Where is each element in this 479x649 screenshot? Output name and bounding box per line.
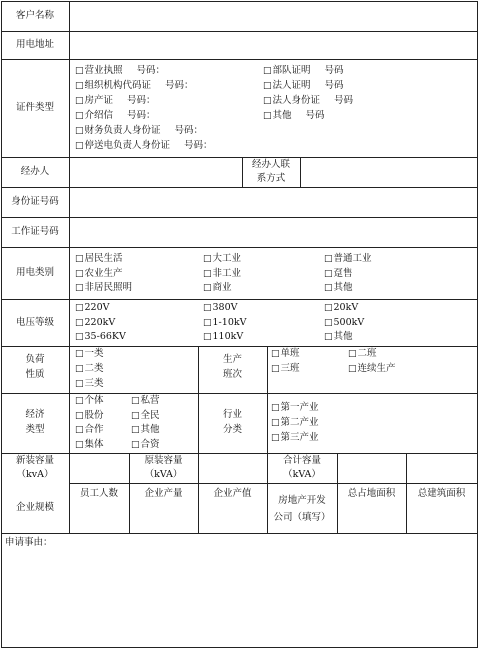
- option-label: 集体: [84, 438, 104, 450]
- shift-option[interactable]: [348, 362, 396, 376]
- option-label: 全民: [140, 409, 160, 421]
- id-type-option[interactable]: [263, 64, 344, 78]
- voltage-option[interactable]: [75, 301, 110, 315]
- table-rule: [1, 346, 478, 347]
- economy-option[interactable]: [131, 409, 160, 423]
- checkbox-icon[interactable]: □: [75, 81, 84, 91]
- shift-label: 班次: [222, 369, 242, 380]
- id-type-option[interactable]: [75, 139, 213, 153]
- id-type-option[interactable]: [75, 94, 156, 108]
- total-capacity-label: （kVA）: [283, 469, 321, 480]
- option-label: 20kV: [333, 302, 359, 313]
- number-label: 号码: [324, 65, 344, 76]
- economy-label: 经济: [25, 409, 45, 420]
- economy-option[interactable]: [75, 423, 104, 437]
- usage-option[interactable]: [203, 252, 241, 266]
- usage-option[interactable]: [324, 252, 372, 266]
- load-option[interactable]: [75, 347, 104, 361]
- id-type-option[interactable]: [263, 94, 353, 108]
- option-label: 部队证明: [272, 65, 311, 76]
- option-label: 合资: [140, 438, 160, 450]
- shift-option[interactable]: [271, 362, 300, 376]
- checkbox-icon[interactable]: □: [75, 439, 84, 450]
- checkbox-icon[interactable]: □: [203, 317, 212, 328]
- industry-option[interactable]: [271, 416, 319, 430]
- checkbox-icon[interactable]: □: [131, 439, 140, 450]
- option-label: 其他: [333, 331, 353, 342]
- checkbox-icon[interactable]: □: [75, 379, 84, 389]
- checkbox-icon[interactable]: □: [348, 364, 357, 374]
- industry-label: 分类: [222, 424, 242, 435]
- option-label: 110kV: [212, 331, 244, 342]
- checkbox-icon[interactable]: □: [324, 268, 333, 279]
- checkbox-icon[interactable]: □: [75, 111, 84, 121]
- checkbox-icon[interactable]: □: [75, 66, 84, 76]
- number-label: 号码: [334, 95, 354, 106]
- number-label: 号码：: [127, 95, 156, 106]
- realty-company-label: 房地产开发: [278, 495, 326, 506]
- option-label: 法人身份证: [272, 95, 321, 106]
- usage-option[interactable]: [75, 252, 123, 266]
- load-option[interactable]: [75, 377, 104, 391]
- load-label: 负荷: [25, 354, 45, 365]
- id-number-label: 身份证号码: [11, 196, 59, 207]
- number-label: 号码: [305, 110, 325, 121]
- table-rule: [1, 59, 478, 60]
- checkbox-icon[interactable]: □: [75, 126, 84, 136]
- id-type-option[interactable]: [75, 64, 165, 78]
- original-capacity-label: （kVA）: [144, 469, 183, 480]
- checkbox-icon[interactable]: □: [75, 364, 84, 374]
- checkbox-icon[interactable]: □: [203, 303, 212, 313]
- checkbox-icon[interactable]: □: [203, 268, 212, 279]
- checkbox-icon[interactable]: □: [263, 66, 272, 76]
- option-label: 普通工业: [333, 253, 372, 264]
- option-label: 其他: [333, 282, 353, 293]
- option-label: 介绍信: [84, 110, 114, 121]
- usage-option[interactable]: [324, 281, 353, 295]
- agent-contact-label: 系方式: [256, 173, 286, 184]
- option-label: 非工业: [212, 267, 242, 279]
- checkbox-icon[interactable]: □: [203, 332, 212, 342]
- address-label: 用电地址: [15, 39, 54, 50]
- table-rule: [1, 217, 478, 218]
- checkbox-icon[interactable]: □: [324, 317, 333, 328]
- id-type-option[interactable]: [75, 79, 194, 93]
- economy-option[interactable]: [75, 409, 104, 423]
- checkbox-icon[interactable]: □: [75, 349, 84, 359]
- option-label: 农业生产: [84, 267, 123, 279]
- option-label: 220kV: [84, 316, 116, 328]
- customer-name-label: 客户名称: [15, 10, 54, 21]
- application-form: [1, 1, 478, 648]
- option-label: 单班: [280, 348, 300, 359]
- load-option[interactable]: [75, 362, 104, 376]
- table-rule: [1, 647, 478, 648]
- table-rule: [477, 1, 478, 648]
- agent-contact-label: 经办人联: [251, 159, 290, 170]
- new-capacity-label: （kvA）: [16, 469, 54, 480]
- checkbox-icon[interactable]: □: [271, 349, 280, 359]
- voltage-option[interactable]: [75, 330, 126, 344]
- option-label: 1-10kV: [212, 316, 247, 328]
- checkbox-icon[interactable]: □: [75, 317, 84, 328]
- voltage-option[interactable]: [203, 316, 246, 330]
- total-capacity-label: 合计容量: [282, 455, 321, 466]
- option-label: 220V: [84, 302, 110, 313]
- option-label: 第一产业: [280, 402, 319, 413]
- checkbox-icon[interactable]: □: [271, 433, 280, 443]
- number-label: 号码：: [174, 125, 204, 136]
- option-label: 合作: [84, 424, 104, 435]
- option-label: 法人证明: [272, 80, 311, 91]
- industry-option[interactable]: [271, 431, 319, 445]
- option-label: 个体: [84, 395, 104, 406]
- checkbox-icon[interactable]: □: [324, 283, 333, 293]
- table-rule: [1, 31, 478, 32]
- option-label: 非居民照明: [84, 282, 133, 293]
- checkbox-icon[interactable]: □: [75, 396, 84, 406]
- option-label: 连续生产: [357, 363, 396, 374]
- checkbox-icon[interactable]: □: [203, 283, 212, 293]
- table-rule: [1, 157, 478, 158]
- option-label: 趸售: [333, 267, 353, 279]
- checkbox-icon[interactable]: □: [271, 403, 280, 413]
- application-reason-label: 申请事由：: [5, 537, 53, 548]
- table-rule: [300, 157, 301, 188]
- id-type-option[interactable]: [75, 109, 156, 123]
- industry-label: 行业: [222, 409, 242, 420]
- option-label: 私营: [140, 395, 160, 406]
- checkbox-icon[interactable]: □: [324, 332, 333, 342]
- voltage-option[interactable]: [324, 316, 364, 330]
- checkbox-icon[interactable]: □: [263, 96, 272, 106]
- voltage-option[interactable]: [75, 316, 115, 330]
- option-label: 商业: [212, 282, 232, 293]
- number-label: 号码：: [136, 65, 166, 76]
- checkbox-icon[interactable]: □: [75, 303, 84, 313]
- id-type-option[interactable]: [263, 79, 344, 93]
- checkbox-icon[interactable]: □: [75, 410, 84, 421]
- checkbox-icon[interactable]: □: [131, 396, 140, 406]
- id-type-option[interactable]: [263, 109, 325, 123]
- checkbox-icon[interactable]: □: [263, 111, 272, 121]
- checkbox-icon[interactable]: □: [75, 425, 84, 435]
- number-label: 号码: [324, 80, 344, 91]
- number-label: 号码：: [184, 140, 213, 151]
- option-label: 第三产业: [280, 432, 319, 443]
- option-label: 二类: [84, 363, 104, 374]
- economy-option[interactable]: [75, 394, 104, 408]
- checkbox-icon[interactable]: □: [75, 283, 84, 293]
- option-label: 财务负责人身份证: [84, 125, 161, 136]
- table-rule: [1, 247, 478, 248]
- table-rule: [69, 1, 70, 534]
- checkbox-icon[interactable]: □: [324, 254, 333, 264]
- usage-label: 用电类别: [15, 267, 54, 278]
- option-label: 三班: [280, 363, 300, 374]
- checkbox-icon[interactable]: □: [131, 410, 140, 421]
- id-type-label: 证件类型: [15, 102, 54, 113]
- option-label: 营业执照: [84, 65, 123, 76]
- option-label: 二班: [357, 348, 377, 359]
- number-label: 号码：: [165, 80, 194, 91]
- option-label: 大工业: [212, 253, 242, 264]
- voltage-option[interactable]: [324, 301, 358, 315]
- voltage-option[interactable]: [203, 301, 238, 315]
- option-label: 一类: [84, 348, 104, 359]
- usage-option[interactable]: [75, 281, 132, 295]
- table-rule: [267, 346, 268, 454]
- checkbox-icon[interactable]: □: [324, 303, 333, 313]
- usage-option[interactable]: [203, 267, 241, 281]
- enterprise-value-header: 企业产值: [213, 488, 252, 499]
- checkbox-icon[interactable]: □: [263, 81, 272, 91]
- usage-option[interactable]: [75, 267, 123, 281]
- checkbox-icon[interactable]: □: [271, 364, 280, 374]
- load-label: 性质: [25, 369, 45, 380]
- voltage-option[interactable]: [203, 330, 243, 344]
- option-label: 其他: [140, 424, 160, 435]
- table-rule: [1, 393, 478, 394]
- option-label: 第二产业: [280, 417, 319, 428]
- option-label: 35-66KV: [84, 331, 126, 342]
- number-label: 号码：: [127, 110, 156, 121]
- option-label: 三类: [84, 378, 104, 389]
- option-label: 停送电负责人身份证: [84, 140, 171, 151]
- id-type-option[interactable]: [75, 124, 203, 138]
- checkbox-icon[interactable]: □: [75, 332, 84, 342]
- option-label: 其他: [272, 110, 292, 121]
- economy-option[interactable]: [131, 423, 160, 437]
- option-label: 居民生活: [84, 253, 123, 264]
- option-label: 股份: [84, 409, 104, 421]
- shift-option[interactable]: [348, 347, 377, 361]
- economy-option[interactable]: [75, 438, 104, 452]
- realty-company-label: 公司（填写）: [273, 512, 331, 523]
- checkbox-icon[interactable]: □: [131, 425, 140, 435]
- original-capacity-label: 原装容量: [144, 455, 183, 466]
- table-rule: [1, 299, 478, 300]
- checkbox-icon[interactable]: □: [348, 349, 357, 359]
- checkbox-icon[interactable]: □: [75, 254, 84, 264]
- agent-label: 经办人: [20, 166, 50, 177]
- voltage-label: 电压等级: [15, 317, 54, 328]
- checkbox-icon[interactable]: □: [75, 96, 84, 106]
- voltage-option[interactable]: [324, 330, 353, 344]
- employee-count-header: 员工人数: [79, 488, 118, 499]
- economy-option[interactable]: [131, 394, 160, 408]
- checkbox-icon[interactable]: □: [271, 418, 280, 428]
- economy-label: 类型: [25, 424, 45, 435]
- shift-label: 生产: [222, 354, 242, 365]
- building-area-header: 总建筑面积: [417, 488, 466, 499]
- option-label: 500kV: [333, 316, 365, 328]
- economy-option[interactable]: [131, 438, 160, 452]
- shift-option[interactable]: [271, 347, 300, 361]
- checkbox-icon[interactable]: □: [75, 141, 84, 151]
- land-area-header: 总占地面积: [347, 488, 396, 499]
- option-label: 380V: [212, 302, 238, 313]
- checkbox-icon[interactable]: □: [75, 268, 84, 279]
- table-rule: [1, 187, 478, 188]
- usage-option[interactable]: [324, 267, 353, 281]
- industry-option[interactable]: [271, 401, 319, 415]
- table-rule: [1, 1, 478, 2]
- option-label: 组织机构代码证: [84, 80, 152, 91]
- new-capacity-label: 新装容量: [15, 455, 54, 466]
- work-id-label: 工作证号码: [11, 226, 59, 237]
- checkbox-icon[interactable]: □: [203, 254, 212, 264]
- usage-option[interactable]: [203, 281, 232, 295]
- option-label: 房产证: [84, 95, 114, 106]
- enterprise-scale-label: 企业规模: [15, 502, 54, 513]
- table-rule: [69, 483, 478, 484]
- enterprise-output-header: 企业产量: [144, 488, 183, 499]
